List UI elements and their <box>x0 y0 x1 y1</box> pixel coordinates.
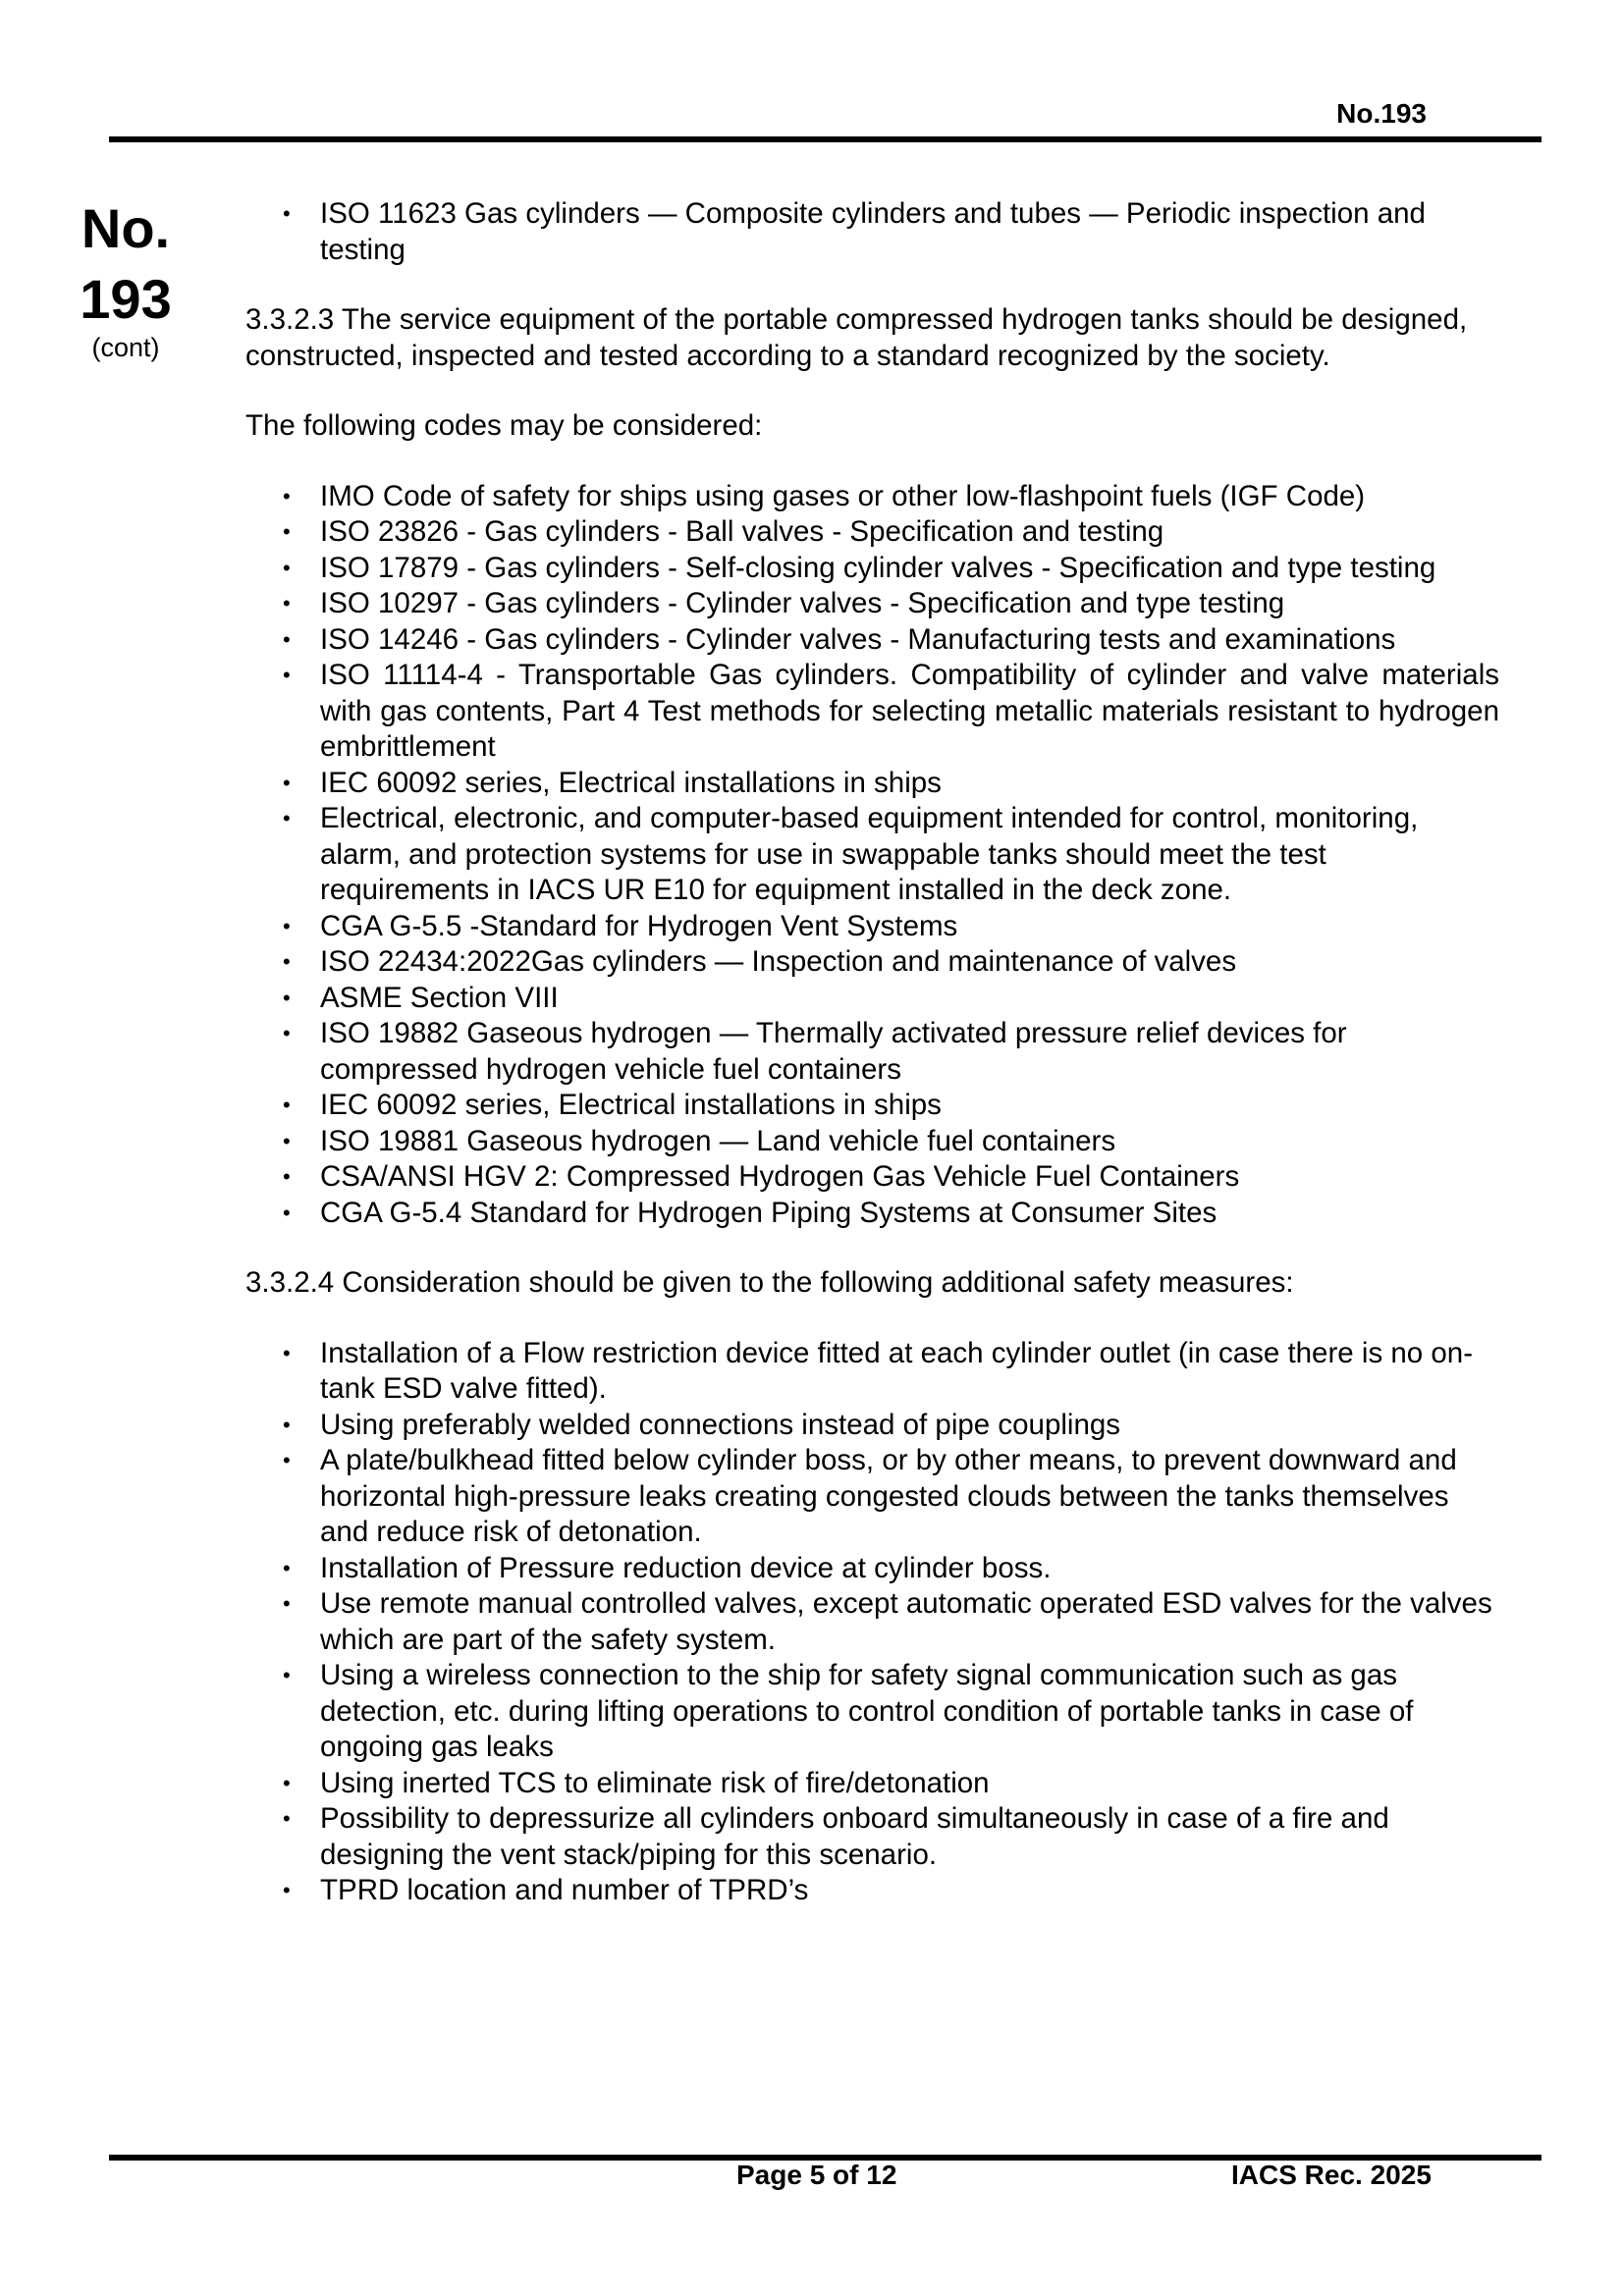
header-rule <box>109 136 1542 142</box>
bullet-icon: • <box>283 519 291 544</box>
list-item: • ISO 23826 - Gas cylinders - Ball valves - Specification and testing <box>245 514 1499 551</box>
bullet-icon: • <box>283 1093 291 1117</box>
document-body <box>245 196 1499 1909</box>
list-item: • Installation of Pressure reduction device at cylinder boss. <box>245 1551 1499 1587</box>
list-item: • CSA/ANSI HGV 2: Compressed Hydrogen Gas Vehicle Fuel Containers <box>245 1159 1499 1196</box>
bullet-icon: • <box>283 1164 291 1189</box>
list-item: • ISO 19881 Gaseous hydrogen — Land vehicle fuel containers <box>245 1124 1499 1160</box>
bullet-icon: • <box>283 1878 291 1902</box>
list-item: • IMO Code of safety for ships using gases or other low-flashpoint fuels (IGF Code) <box>245 479 1499 515</box>
list-item: • Electrical, electronic, and computer-based equipment intended for control, monitoring, alarm, and protection systems for use in swappable tanks should meet the test requirements in IACS UR E10 for equipment installed in the deck zone. <box>283 802 1419 906</box>
bullet-icon: • <box>283 806 291 830</box>
margin-cont-label: (cont) <box>91 333 160 362</box>
bullet-icon: • <box>283 913 291 938</box>
list-item: • Use remote manual controlled valves, except automatic operated ESD valves for the valves which are part of the safety system. <box>283 1587 1492 1656</box>
list-item: • IEC 60092 series, Electrical installations in ships <box>245 766 1499 802</box>
list-item: • ISO 11114-4 - Transportable Gas cylinders. Compatibility of cylinder and valve materials with gas contents, Part 4 Test methods for selecting metallic materials resistant to hydrogen embrittlement <box>283 659 1499 763</box>
bullet-icon: • <box>283 626 291 652</box>
list-item: • ISO 11623 Gas cylinders — Composite cylinders and tubes — Periodic inspection and testing <box>283 197 1426 266</box>
list-item: • TPRD location and number of TPRD’s <box>245 1873 1499 1909</box>
bullet-icon: • <box>283 1555 291 1580</box>
bullet-icon: • <box>283 1663 291 1687</box>
bullet-icon: • <box>283 1770 291 1795</box>
paragraph-3-3-2-3: 3.3.2.3 The service equipment of the portable compressed hydrogen tanks should be designed, constructed, inspected and tested according to a standard recognized by the society. <box>245 303 1468 372</box>
bullet-icon: • <box>283 1200 291 1225</box>
bullet-icon: • <box>283 949 291 974</box>
list-item: • ASME Section VIII <box>245 981 1499 1017</box>
bullet-icon: • <box>283 1021 291 1045</box>
bullet-icon: • <box>283 483 291 508</box>
list-item: • IEC 60092 series, Electrical installations in ships <box>245 1088 1499 1124</box>
bullet-icon: • <box>283 1340 291 1365</box>
list-item: • Installation of a Flow restriction device fitted at each cylinder outlet (in case there is no on-tank ESD valve fitted). <box>283 1336 1474 1405</box>
bullet-icon: • <box>283 1412 291 1437</box>
footer-rec-label: IACS Rec. 2025 <box>1231 2160 1432 2190</box>
margin-no-label: No. <box>81 197 171 259</box>
bullet-icon: • <box>283 1128 291 1153</box>
bullet-icon: • <box>283 591 291 615</box>
list-item: • CGA G-5.5 -Standard for Hydrogen Vent Systems <box>245 909 1499 945</box>
list-item: • Possibility to depressurize all cylinders onboard simultaneously in case of a fire and designing the vent stack/piping for this scenario. <box>283 1802 1389 1871</box>
list-item: • ISO 22434:2022Gas cylinders — Inspection and maintenance of valves <box>245 944 1499 981</box>
list-item: • ISO 17879 - Gas cylinders - Self-closing cylinder valves - Specification and type testing <box>245 551 1499 587</box>
margin-number: 193 <box>80 268 172 330</box>
list-item: • Using inerted TCS to eliminate risk of fire/detonation <box>245 1766 1499 1802</box>
bullet-icon: • <box>283 985 291 1010</box>
list-item: • ISO 10297 - Gas cylinders - Cylinder valves - Specification and type testing <box>245 586 1499 622</box>
bullet-icon: • <box>283 1448 291 1472</box>
list-item: • ISO 14246 - Gas cylinders - Cylinder valves - Manufacturing tests and examinations <box>245 622 1499 659</box>
bullet-icon: • <box>283 663 291 687</box>
list-item: • Using preferably welded connections instead of pipe couplings <box>245 1408 1499 1444</box>
margin-tag <box>57 197 194 362</box>
list-item: • CGA G-5.4 Standard for Hydrogen Piping Systems at Consumer Sites <box>245 1196 1499 1232</box>
codes-intro: The following codes may be considered: <box>245 409 763 442</box>
bullet-icon: • <box>283 770 291 795</box>
list-item: • ISO 19882 Gaseous hydrogen — Thermally activated pressure relief devices for compressed hydrogen vehicle fuel containers <box>283 1017 1347 1086</box>
list-item: • A plate/bulkhead fitted below cylinder boss, or by other means, to prevent downward and horizontal high-pressure leaks creating congested clouds between the tanks themselves and reduce risk of detonation. <box>283 1444 1457 1548</box>
paragraph-3-3-2-4: 3.3.2.4 Consideration should be given to the following additional safety measures: <box>245 1266 1294 1299</box>
codes-list <box>245 479 1499 1232</box>
top-bullet-list <box>245 196 1499 268</box>
bullet-icon: • <box>283 1591 291 1616</box>
bullet-icon: • <box>283 1806 291 1831</box>
list-item: • Using a wireless connection to the ship for safety signal communication such as gas detection, etc. during lifting operations to control condition of portable tanks in case of ongoing gas leaks <box>283 1659 1414 1763</box>
bullet-icon: • <box>283 201 291 226</box>
bullet-icon: • <box>283 555 291 580</box>
footer-page-number: Page 5 of 12 <box>736 2160 897 2190</box>
measures-list <box>245 1336 1499 1909</box>
header-document-id: No.193 <box>1336 98 1427 129</box>
